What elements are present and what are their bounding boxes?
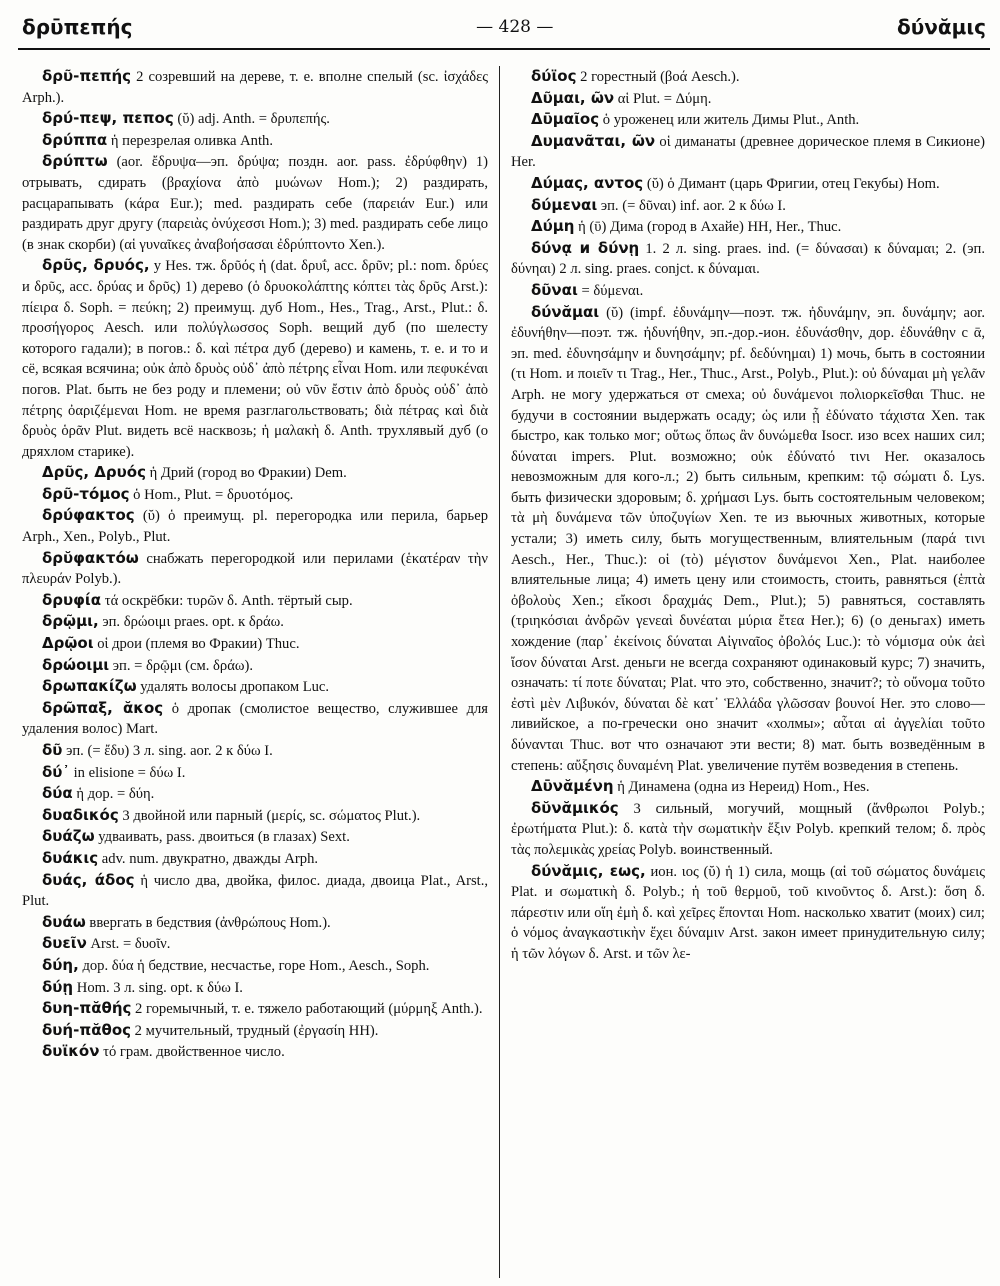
entry-headword: δυάζω <box>42 827 95 846</box>
entry-definition: ὁ дропак (смолистое вещество, служившее для удаления волос) Mart. <box>22 700 488 738</box>
entry-definition: эп. δρώοιμι praes. opt. к δράω. <box>98 614 284 631</box>
entry-headword: δρῷμι, <box>42 612 99 631</box>
entry-headword: δρῦς, δρυός, <box>42 256 150 275</box>
entry-definition: adv. num. двукратно, дважды Arph. <box>98 850 319 867</box>
entry-definition: дор. δύα ἡ бедствие, несчастье, горе Hom., Aesch., Soph. <box>78 957 430 974</box>
entry-definition: ὁ Hom., Plut. = δρυοτόμος. <box>129 486 294 503</box>
dictionary-entry <box>22 848 488 870</box>
entry-headword: Δῡνᾰμένη <box>531 777 614 796</box>
entry-headword: Δυμανᾶται, ῶν <box>531 131 656 150</box>
dictionary-entry <box>22 977 488 999</box>
entry-definition: (ῠ) ὁ Димант (царь Фригии, отец Гекубы) Hom. <box>643 175 940 192</box>
entry-definition: ἡ Дрий (город во Фракии) Dem. <box>145 465 347 482</box>
entry-headword: δύ᾽ <box>42 762 70 781</box>
page-number: — 428 — <box>476 17 554 37</box>
entry-headword: δρύππα <box>42 130 108 149</box>
entry-definition: Hom. 3 л. sing. opt. к δύω I. <box>73 979 243 996</box>
entry-headword: Δῡμαῖος <box>531 110 600 129</box>
entry-headword: δρῶπαξ, ᾰκος <box>42 698 164 717</box>
entry-headword: Δρῷοι <box>42 634 94 653</box>
dictionary-entry <box>22 740 488 762</box>
dictionary-entry <box>22 1020 488 1042</box>
dictionary-entry <box>22 484 488 506</box>
entry-definition: ἡ дор. = δύη. <box>72 786 155 803</box>
entry-definition: (ῠ) adj. Anth. = δρυπεπής. <box>173 111 330 128</box>
entry-definition: 2 горемычный, т. е. тяжело работающий (μύρμηξ Anth.). <box>131 1001 483 1018</box>
entry-headword: δύνᾰμαι <box>531 302 600 321</box>
entry-definition: (ῠ) (impf. ἐδυνάμην—поэт. тж. ἠδυνάμην, эп. δυνάμην; aor. ἐδυνήθην—поэт. тж. ἠδυνήθην, эп.-дор.-ион. ἐδυνάσθην, дор. ἐδυνάθην с ᾱ, эп. med. ἐδυνησάμην и δυνησάμην; pf. δεδύνημαι) 1) мочь, быть в состоянии (τι Hom. и ποιεῖν τι Trag., Her., Thuc., Arst., Polyb., Plut.): οὐ δύναμαι μὴ γελᾶν Arph. не могу удержаться от смеха; οὐ δυνάμενοι πολιορκεῖσθαι Thuc. не будучи в состоянии выдержать осаду; ὡς или ᾗ ἐδύνατο τάχιστα Xen. так быстро, как только мог; οὕτως ὅπως ἂν δυνώμεθα Isocr. изо всех наших сил; δύναται impers. Plut. возможно; οὐκ ἐδύνατό τινι Her. оказалось невозможным для кого-л.; 2) быть сильным, крепким: τῷ σώματι δ. Lys. быть физически здоровым; δ. χρήμασι Lys. быть состоятельным человеком; τὰ μὴ δυνάμενα τῶν ὑποζυγίων Xen. те из вьючных животных, которые устали; 3) иметь силу, быть могущественным, влиятельным (παρά τινι Aesch., Her., Thuc.): οἱ (τὸ) μέγιστον δυνάμενοι Xen., Plat. наиболее влиятельные лица; 4) иметь цену или стоимость, стоить, равняться (ἑπτὰ ὀβολοὺς Xen.; εἴκοσι δραχμάς Dem., Plut.); 5) равняться, составлять (τριηκόσιαι ἀνδρῶν γενεαὶ δυνέαται μύρια ἔτεα Her.); 6) (о деньгах) иметь хождение (παρ᾽ ἐκείνοις δύναται Αἰγιναῖος ὀβολός Luc.): τὸ νόμισμα οὐκ ἀεὶ ἴσον δύναται Arst. деньги не всегда сохраняют одинаковый курс; 7) значить, означать: τί ποτε δύναται; Plat. что это, собственно, значит?; τὸ οὔνομα τοῦτο ἐστὶ μὲν Λιβυκόν, δύναται δὲ κατ᾽ Ἑλλάδα γλῶσσαν βουνοί Her. это слово—ливийское, а по-гречески оно значит «холмы»; αὗται αἱ ἀγγελίαι τοῦτο δύνανται Thuc. вот что означают эти вести; 8) мат. быть возведённым в степень: αὔξησις δυναμένη Plat. увеличение путём возведения в степень. <box>511 304 985 774</box>
entry-definition: οἱ диманаты (древнее дорическое племя в Сикионе) Her. <box>511 133 985 171</box>
entry-headword: δρῦ-πεπής <box>42 67 132 85</box>
entry-definition: ἡ Динамена (одна из Нереид) Hom., Hes. <box>613 779 870 796</box>
page-header <box>22 10 986 44</box>
entry-definition: 2 мучительный, трудный (ἐργασίη HH). <box>131 1022 379 1039</box>
entry-definition: эп. (= δῦναι) inf. aor. 2 к δύω I. <box>597 197 786 214</box>
dictionary-entry <box>22 505 488 547</box>
entry-definition: Arst. = δυοῖν. <box>86 936 171 953</box>
dictionary-entry <box>22 955 488 977</box>
entry-headword: δύῃ <box>42 977 74 996</box>
dictionary-entry <box>22 998 488 1020</box>
entry-definition: 3 сильный, могучий, мощный (ἄνθρωποι Polyb.; ἐρωτήματα Plut.): δ. κατὰ τὴν σωματικὴν ἕξιν Polyb. крепкий телом; δ. πρὸς τὰς πολεμικὰς χρείας Polyb. воинственный. <box>511 800 985 858</box>
entry-headword: δῠνᾰμικός <box>531 798 619 817</box>
dictionary-entry <box>511 302 985 777</box>
entry-headword: δυεῖν <box>42 934 87 953</box>
dictionary-entry <box>22 255 488 462</box>
entry-definition: ἡ число два, двойка, филос. диада, двоица Plat., Arst., Plut. <box>22 872 488 910</box>
entry-definition: in elisione = δύω I. <box>69 764 186 781</box>
dictionary-entry <box>22 870 488 912</box>
dictionary-entry <box>511 109 985 131</box>
entry-definition: αἱ Plut. = Δύμη. <box>614 90 712 107</box>
entry-headword: δῦ <box>42 741 63 759</box>
right-column <box>511 66 985 1278</box>
dictionary-entry <box>22 1041 488 1063</box>
entry-headword: δύνᾳ и δύνῃ <box>531 238 640 257</box>
entry-headword: δυϊκόν <box>42 1042 100 1061</box>
entry-definition: (aor. ἔδρυψα—эп. δρύψα; поздн. aor. pass. ἐδρύφθην) 1) отрывать, сдирать (βραχίονα ἀπὸ μυώνων Hom.); 2) раздирать, расцарапывать (κάρα Eur.); med. раздирать себе (παρειάν Eur.) или раздирать друг другу (παρειὰς ὀνύχεσσι Hom.); 3) med. раздирать себе лицо (в знак скорби) (αἱ γυναῖκες ἀναβοήσασαι ἐδρύπτοντο Xen.). <box>22 154 488 253</box>
entry-headword: δρυφία <box>42 590 102 609</box>
dictionary-entry <box>511 131 985 173</box>
entry-definition: снабжать перегородкой или перилами (ἑκατέραν τὴν πλευράν Polyb.). <box>22 550 488 588</box>
dictionary-entry <box>22 611 488 633</box>
entry-definition: τά оскрёбки: τυρῶν δ. Anth. тёртый сыр. <box>101 592 353 609</box>
dictionary-entry <box>22 783 488 805</box>
entry-definition: ἡ (ῡ) Дима (город в Ахайе) HH, Her., Thuc. <box>574 219 842 236</box>
entry-headword: δυάω <box>42 912 86 931</box>
dictionary-entry <box>22 151 488 255</box>
entry-definition: ион. ιος (ῠ) ἡ 1) сила, мощь (αἱ τοῦ σώματος δυνάμεις Plat. и σωματικὴ δ. Polyb.; ἡ τοῦ θερμοῦ, τοῦ κινοῦντος δ. Arst.): ὅση δ. πάρεστιν или οἵη ἐμὴ δ. καὶ χεῖρες ἕπονται Hom. насколько хватит (моих) сил; ὁ νόμος ἀναγκαστικὴν ἔχει δύναμιν Arst. закон имеет принудительную силу; ἡ τῶν λόγων δ. Arst. и τῶν λε- <box>511 863 985 962</box>
dictionary-entry <box>22 590 488 612</box>
dictionary-entry <box>22 805 488 827</box>
dictionary-entry <box>22 108 488 130</box>
entry-headword: δρύ-πεψ, πεπος <box>42 109 174 128</box>
entry-definition: 1. 2 л. sing. praes. ind. (= δύνασαι) к δύναμαι; 2. (эп. δύνηαι) 2 л. sing. praes. conjct. к δύναμαι. <box>511 240 985 278</box>
entry-headword: δύα <box>42 784 73 803</box>
dictionary-entry <box>511 195 985 217</box>
entry-definition: эп. = δρῷμι (см. δράω). <box>109 657 253 674</box>
dictionary-entry <box>22 66 488 108</box>
dictionary-entry <box>511 861 985 965</box>
entry-headword: δυάκις <box>42 848 99 867</box>
entry-definition: ὁ уроженец или житель Димы Plut., Anth. <box>599 112 860 129</box>
entry-headword: δυη-πᾰθής <box>42 999 132 1018</box>
dictionary-entry <box>22 462 488 484</box>
entry-definition: 3 двойной или парный (μερίς, sc. σώματος Plut.). <box>118 807 421 824</box>
dictionary-entry <box>22 933 488 955</box>
entry-headword: δῦναι <box>531 280 578 299</box>
dictionary-entry <box>22 762 488 784</box>
running-head-right: δύνᾰμις <box>897 15 986 39</box>
entry-definition: удалять волосы дропаком Luc. <box>136 679 330 696</box>
dictionary-entry <box>22 676 488 698</box>
dictionary-entry <box>22 633 488 655</box>
entry-definition: эп. (= ἔδυ) 3 л. sing. aor. 2 к δύω I. <box>62 743 273 759</box>
dictionary-entry <box>22 826 488 848</box>
entry-headword: δυαδικός <box>42 805 119 824</box>
dictionary-entry <box>511 238 985 280</box>
dictionary-entry <box>22 548 488 590</box>
entry-headword: Δύμας, αντος <box>531 173 644 192</box>
entry-headword: δύη, <box>42 955 79 974</box>
entry-definition: 2 созревший на дереве, т. е. вполне спелый (sc. ἰσχάδες Arph.). <box>22 69 488 106</box>
entry-headword: δρύπτω <box>42 152 108 171</box>
dictionary-entry <box>511 66 985 88</box>
dictionary-entry <box>511 216 985 238</box>
left-column <box>22 66 488 1278</box>
dictionary-entry <box>22 912 488 934</box>
entry-definition: (ῠ) ὁ преимущ. pl. перегородка или перила, барьер Arph., Xen., Polyb., Plut. <box>22 508 488 546</box>
dictionary-entry <box>511 88 985 110</box>
dictionary-entry <box>22 698 488 740</box>
dictionary-entry <box>511 173 985 195</box>
dictionary-entry <box>511 776 985 798</box>
entry-headword: δυάς, άδος <box>42 870 135 889</box>
entry-definition: удваивать, pass. двоиться (в глазах) Sext. <box>94 829 350 846</box>
entry-headword: δύϊος <box>531 67 577 85</box>
entry-definition: οἱ дрои (племя во Фракии) Thuc. <box>93 636 300 653</box>
entry-headword: δρωπακίζω <box>42 677 137 696</box>
entry-headword: δύνᾰμις, εως, <box>531 861 646 880</box>
running-head-left: δρῡπεπής <box>22 15 133 39</box>
entry-headword: δρῠφακτόω <box>42 548 139 567</box>
entry-definition: ἡ перезрелая оливка Anth. <box>107 132 273 149</box>
entry-headword: Δύμη <box>531 217 575 236</box>
entry-definition: ввергать в бедствия (ἀνθρώπους Hom.). <box>85 914 331 931</box>
entry-headword: Δρῦς, Δρυός <box>42 463 146 482</box>
entry-headword: δρύφακτος <box>42 506 135 525</box>
entry-headword: δυή-πᾰθος <box>42 1020 132 1039</box>
entry-definition: у Hes. тж. δρῦός ἡ (dat. δρυΐ, acc. δρῦν; pl.: nom. δρύες и δρῦς, acc. δρύας и δρῦς) 1) дерево (ὁ δρυοκολάπτης κόπτει τὰς δρῦς Arst.): πίειρα δ. Soph. = πεύκη; 2) преимущ. дуб Hom., Hes., Trag., Arst., Plut.: δ. προσήγορος Aesch. или πολύγλωσσος Soph. вещий дуб (по шелесту которого гадали); в погов.: δ. καὶ πέτρα дуб (дерево) и камень, т. е. и то и сё, всякая всячина; οὐκ ἀπὸ δρυὸς οὐδ᾽ ἀπὸ πέτρης εἶναι Hom. или πεφυκέναι погов. Plat. быть не без роду и племени; οὐ νῦν ἔστιν ἀπὸ δρυὸς οὐδ᾽ ἀπὸ πέτρης ὀαριζέμεναι Hom. не время разглагольствовать; διὰ πέτρας καὶ διὰ δρυὸς ὁρᾶν Plut. видеть всё насквозь; ἡ μαλακὴ δ. Anth. трухлявый дуб (о дряхлом старике). <box>22 258 488 460</box>
entry-definition: = δύμεναι. <box>577 282 644 299</box>
entry-headword: δρῦ-τόμος <box>42 484 130 503</box>
dictionary-entry <box>22 130 488 152</box>
entry-headword: δρώοιμι <box>42 655 110 674</box>
header-rule <box>18 48 990 50</box>
dictionary-entry <box>511 798 985 861</box>
entry-definition: τό грам. двойственное число. <box>99 1044 285 1061</box>
entry-headword: Δῦμαι, ῶν <box>531 88 615 107</box>
entry-headword: δύμεναι <box>531 195 598 214</box>
entry-definition: 2 горестный (βοά Aesch.). <box>576 69 740 85</box>
dictionary-entry <box>511 280 985 302</box>
column-divider <box>499 66 500 1278</box>
dictionary-entry <box>22 655 488 677</box>
